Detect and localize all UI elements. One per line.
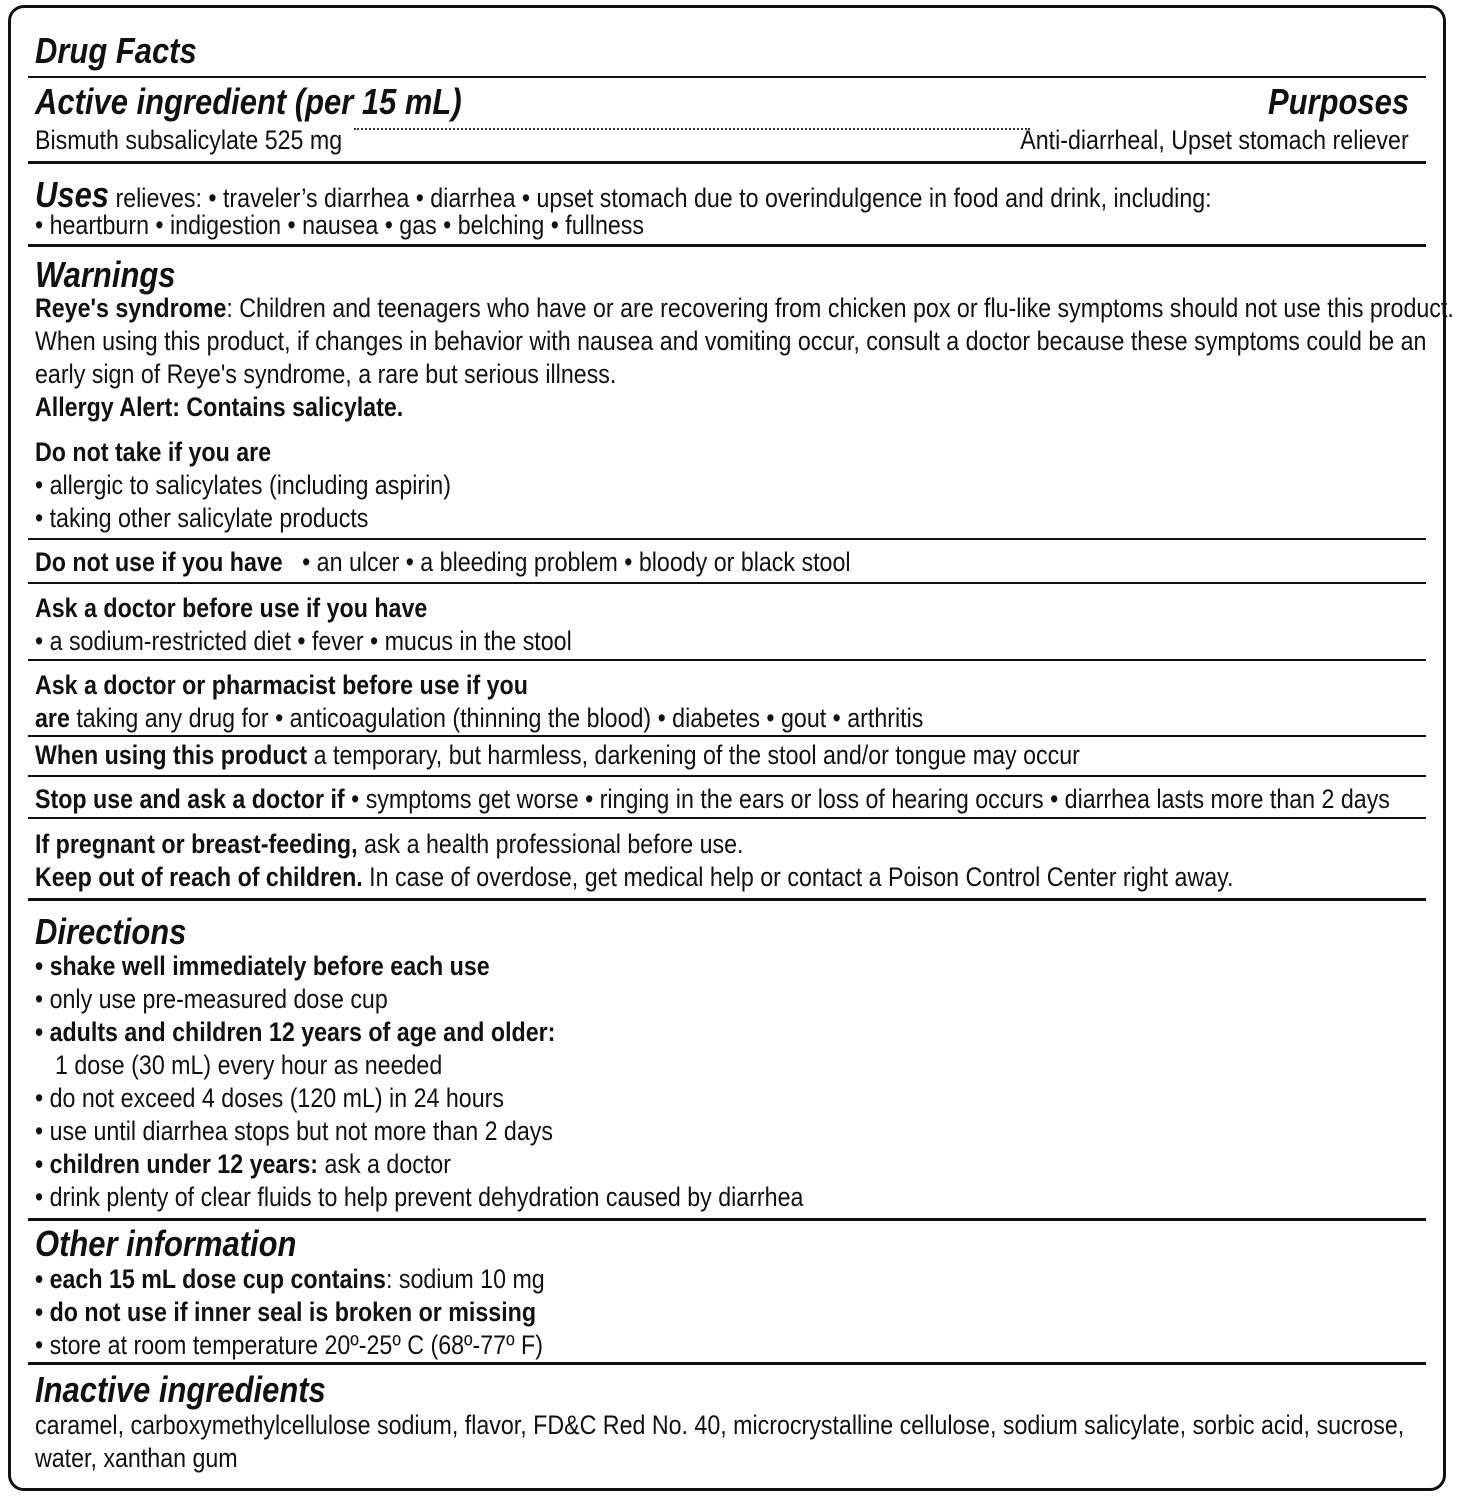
direction-item: • use until diarrhea stops but not more than 2 days	[35, 1116, 553, 1146]
direction-item: • only use pre-measured dose cup	[35, 984, 388, 1014]
keep-out-line: Keep out of reach of children. In case of overdose, get medical help or contact a Poison Control Center right away.	[35, 862, 1234, 892]
divider	[28, 775, 1426, 777]
direction-item: • children under 12 years: ask a doctor	[35, 1149, 451, 1179]
section-divider	[28, 1362, 1426, 1365]
leader-dots	[354, 128, 1030, 130]
section-divider	[28, 1218, 1426, 1221]
direction-item: • adults and children 12 years of age and older:	[35, 1017, 556, 1047]
other-item: • each 15 mL dose cup contains: sodium 10 mg	[35, 1264, 545, 1294]
divider	[28, 659, 1426, 661]
ask-pharmacist-heading: Ask a doctor or pharmacist before use if you	[35, 670, 528, 700]
directions-heading: Directions	[35, 911, 187, 952]
uses-heading: Uses	[35, 174, 110, 215]
direction-item: 1 dose (30 mL) every hour as needed	[55, 1050, 443, 1080]
inactive-ingredients-line: water, xanthan gum	[35, 1443, 238, 1473]
purposes-heading: Purposes	[1267, 81, 1409, 122]
inactive-ingredients-line: caramel, carboxymethylcellulose sodium, flavor, FD&C Red No. 40, microcrystalline cellulose, sodium salicylate, sorbic acid, sucrose,	[35, 1410, 1405, 1440]
inactive-ingredients-heading: Inactive ingredients	[35, 1369, 326, 1410]
uses-line-1: Uses relieves: • traveler’s diarrhea • diarrhea • upset stomach due to overindulgence in food and drink, including:	[35, 174, 1212, 215]
reyes-line-2: When using this product, if changes in behavior with nausea and vomiting occur, consult a doctor because these symptoms could be an	[35, 326, 1427, 356]
when-using-line: When using this product a temporary, but harmless, darkening of the stool and/or tongue may occur	[35, 740, 1080, 770]
panel-title: Drug Facts	[35, 30, 197, 71]
do-not-take-item: • taking other salicylate products	[35, 503, 369, 533]
divider	[28, 538, 1426, 540]
direction-item: • shake well immediately before each use	[35, 951, 490, 981]
do-not-use-line: Do not use if you have • an ulcer • a bleeding problem • bloody or black stool	[35, 547, 851, 577]
ask-doctor-heading: Ask a doctor before use if you have	[35, 593, 428, 623]
ask-pharmacist-text: are taking any drug for • anticoagulation (thinning the blood) • diabetes • gout • arthritis	[35, 703, 924, 733]
pregnant-line: If pregnant or breast-feeding, ask a health professional before use.	[35, 829, 744, 859]
active-ingredient-heading: Active ingredient (per 15 mL)	[35, 81, 462, 122]
other-item: • store at room temperature 20º-25º C (68º-77º F)	[35, 1330, 543, 1360]
do-not-take-item: • allergic to salicylates (including aspirin)	[35, 470, 451, 500]
drug-facts-panel	[8, 5, 1454, 1491]
stop-use-line: Stop use and ask a doctor if • symptoms get worse • ringing in the ears or loss of hearing occurs • diarrhea lasts more than 2 days	[35, 784, 1390, 814]
divider	[28, 735, 1426, 737]
section-divider	[28, 898, 1426, 901]
active-ingredient-text: Bismuth subsalicylate 525 mg	[35, 125, 343, 155]
section-divider	[28, 244, 1426, 247]
divider	[28, 76, 1426, 78]
section-divider	[28, 161, 1426, 164]
divider	[28, 817, 1426, 819]
warnings-heading: Warnings	[35, 254, 176, 295]
allergy-alert: Allergy Alert: Contains salicylate.	[35, 392, 404, 422]
other-item: • do not use if inner seal is broken or missing	[35, 1297, 537, 1327]
other-information-heading: Other information	[35, 1223, 297, 1264]
reyes-line-3: early sign of Reye's syndrome, a rare but serious illness.	[35, 359, 617, 389]
purpose-text: Anti-diarrheal, Upset stomach reliever	[1020, 125, 1409, 155]
direction-item: • drink plenty of clear fluids to help prevent dehydration caused by diarrhea	[35, 1182, 804, 1212]
uses-line-2: • heartburn • indigestion • nausea • gas • belching • fullness	[35, 210, 645, 240]
ask-doctor-text: • a sodium-restricted diet • fever • mucus in the stool	[35, 626, 572, 656]
do-not-take-heading: Do not take if you are	[35, 437, 272, 467]
direction-item: • do not exceed 4 doses (120 mL) in 24 hours	[35, 1083, 504, 1113]
divider	[28, 582, 1426, 584]
reyes-line-1: Reye's syndrome: Children and teenagers who have or are recovering from chicken pox or flu-like symptoms should not use this product.	[35, 293, 1454, 323]
